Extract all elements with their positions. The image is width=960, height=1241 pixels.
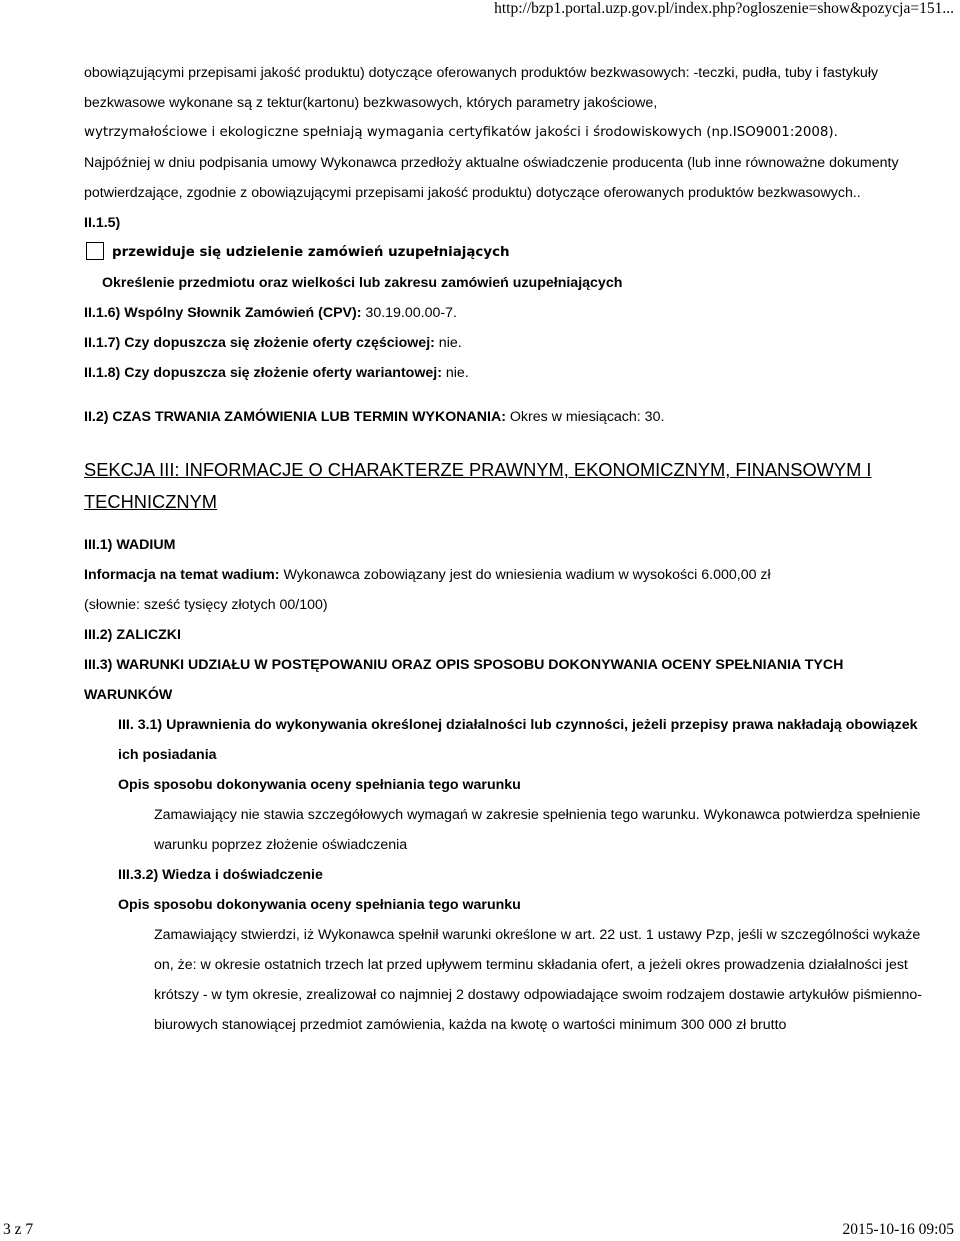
section-iii31-label: III. 3.1) Uprawnienia do wykonywania określonej działalności lub czynności, jeżeli przepisy prawa nakładają obowiązek ich posiadania — [118, 717, 918, 763]
section-iii32-label: III.3.2) Wiedza i doświadczenie — [118, 867, 323, 883]
partial-offer-value: nie. — [434, 335, 462, 351]
section-ii17 — [84, 328, 924, 358]
section-ii16 — [84, 298, 924, 328]
section-iii3-label: III.3) WARUNKI UDZIAŁU W POSTĘPOWANIU ORAZ OPIS SPOSOBU DOKONYWANIA OCENY SPEŁNIANIA TYCH WARUNKÓW — [84, 657, 844, 703]
duration-label: II.2) CZAS TRWANIA ZAMÓWIENIA LUB TERMIN WYKONANIA: — [84, 409, 506, 425]
section-ii15-label: II.1.5) — [84, 215, 121, 231]
cpv-value: 30.19.00.00-7. — [361, 305, 457, 321]
checkbox — [86, 242, 104, 260]
opis2-text: Zamawiający stwierdzi, iż Wykonawca spełnił warunki określone w art. 22 ust. 1 ustawy Pzp, jeśli w szczególności wykaże on, że: w okresie ostatnich trzech lat przed upływem terminu składania ofert, a jeżeli okres prowadzenia działalności jest krótszy - w tym okresie, zrealizował co najmniej 2 dostawy odpowiadające swoim rodzajem dostawie artykułów piśmienno-biurowych stanowiącej przedmiot zamówienia, każda na kwotę o wartości minimum 300 000 zł brutto — [154, 927, 923, 1033]
paragraph-quality-tail: wytrzymałościowe i ekologiczne spełniają wymagania certyfikatów jakości i środowiskowych (np.ISO9001:2008). — [84, 125, 838, 140]
wadium-words: (słownie: sześć tysięcy złotych 00/100) — [84, 597, 328, 613]
checkbox-label: przewiduje się udzielenie zamówień uzupełniających — [112, 245, 510, 260]
variant-offer-label: II.1.8) Czy dopuszcza się złożenie oferty wariantowej: — [84, 365, 442, 381]
section-iii-title: SEKCJA III: INFORMACJE O CHARAKTERZE PRAWNYM, EKONOMICZNYM, FINANSOWYM I TECHNICZNYM — [84, 459, 872, 512]
variant-offer-value: nie. — [441, 365, 469, 381]
print-datetime: 2015-10-16 09:05 — [842, 1221, 954, 1238]
duration-value: Okres w miesiącach: 30. — [505, 409, 665, 425]
wadium-value: Wykonawca zobowiązany jest do wniesienia wadium w wysokości 6.000,00 zł — [279, 567, 771, 583]
opis1-text: Zamawiający nie stawia szczegółowych wymagań w zakresie spełnienia tego warunku. Wykonawca potwierdza spełnienie warunku poprzez złożenie oświadczenia — [154, 807, 921, 853]
option-supplementary-orders — [84, 238, 924, 268]
partial-offer-label: II.1.7) Czy dopuszcza się złożenie oferty częściowej: — [84, 335, 435, 351]
paragraph-quality: obowiązującymi przepisami jakość produktu) dotyczące oferowanych produktów bezkwasowych: -teczki, pudła, tuby i fastykuły bezkwasowe wykonane są z tektur(kartonu) bezkwasowych, których parametry jakościowe, — [84, 65, 879, 111]
wadium-info — [84, 560, 924, 590]
section-ii18 — [84, 358, 924, 388]
section-ii15-subtitle: Określenie przedmiotu oraz wielkości lub zakresu zamówień uzupełniających — [102, 275, 623, 291]
section-iii2-label: III.2) ZALICZKI — [84, 627, 181, 643]
wadium-label: Informacja na temat wadium: — [84, 567, 280, 583]
page-number: 3 z 7 — [3, 1221, 34, 1238]
document-content — [84, 58, 924, 1040]
page-url-header: http://bzp1.portal.uzp.gov.pl/index.php?ogloszenie=show&pozycja=151... — [494, 0, 954, 17]
paragraph-deadline: Najpóźniej w dniu podpisania umowy Wykonawca przedłoży aktualne oświadczenie producenta (lub inne równoważne dokumenty potwierdzające, zgodnie z obowiązującymi przepisami jakość produktu) dotyczące oferowanych produktów bezkwasowych.. — [84, 155, 899, 201]
section-ii2 — [84, 402, 924, 432]
cpv-label: II.1.6) Wspólny Słownik Zamówień (CPV): — [84, 305, 362, 321]
opis2-label: Opis sposobu dokonywania oceny spełniania tego warunku — [118, 897, 521, 913]
section-iii1-label: III.1) WADIUM — [84, 537, 176, 553]
opis1-label: Opis sposobu dokonywania oceny spełniania tego warunku — [118, 777, 521, 793]
